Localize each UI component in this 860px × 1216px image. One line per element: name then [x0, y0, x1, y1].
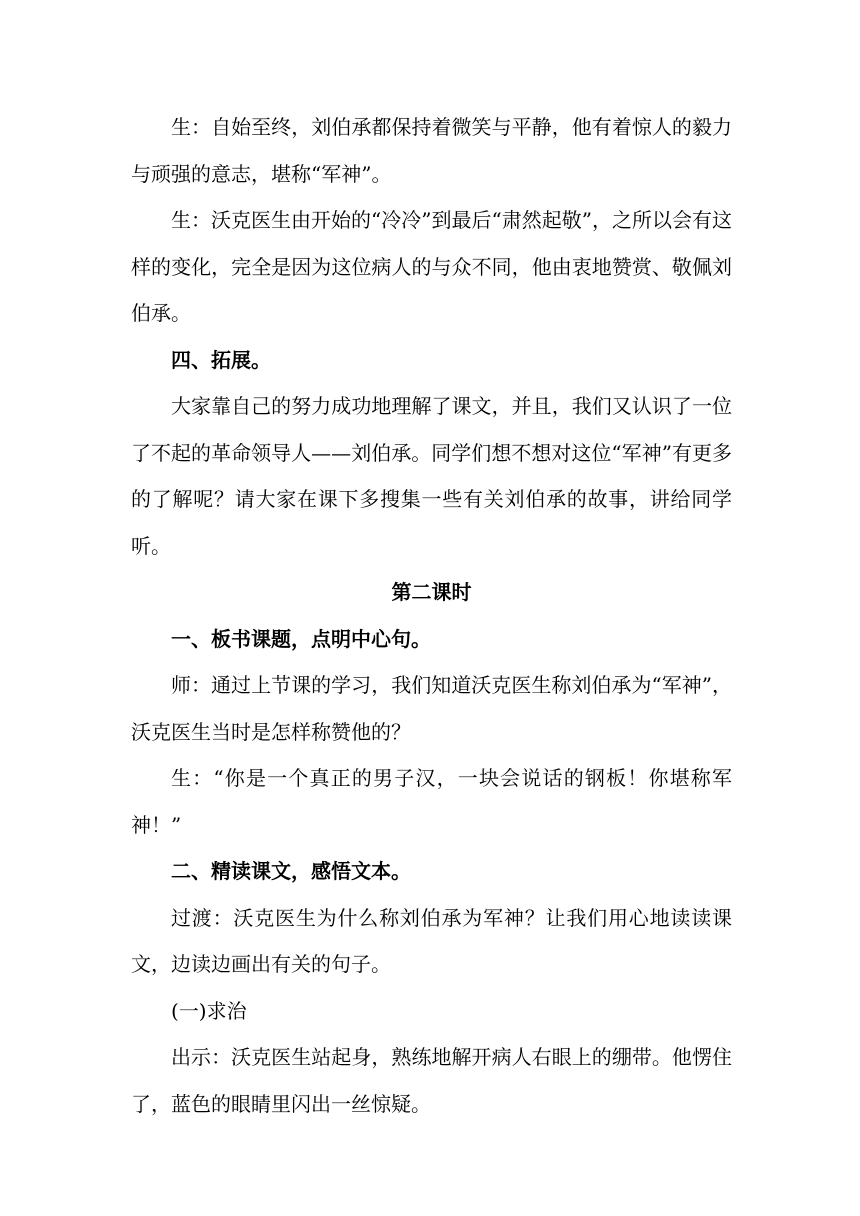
- section-heading-title-writing: 一、板书课题，点明中心句。: [171, 626, 431, 651]
- lesson-title-second-period: 第二课时: [391, 580, 472, 604]
- section-heading-extension: 四、拓展。: [171, 347, 271, 372]
- student-answer-1: 生：自始至终，刘伯承都保持着微笑与平静，他有着惊人的毅力与顽强的意志，堪称“军神”。: [131, 115, 732, 186]
- subsection-heading-seeking-treatment: (一)求治: [171, 998, 247, 1023]
- student-answer-3: 生：“你是一个真正的男子汉，一块会说话的钢板！你堪称军神！”: [131, 766, 732, 837]
- quoted-passage: 出示：沃克医生站起身，熟练地解开病人右眼上的绷带。他愣住了，蓝色的眼睛里闪出一丝惊疑。: [131, 1045, 732, 1116]
- student-answer-2: 生：沃克医生由开始的“冷冷”到最后“肃然起敬”，之所以会有这样的变化，完全是因为这位病人的与众不同，他由衷地赞赏、敬佩刘伯承。: [131, 208, 732, 325]
- top-margin: [131, 0, 732, 104]
- extension-paragraph: 大家靠自己的努力成功地理解了课文，并且，我们又认识了一位了不起的革命领导人——刘伯承。同学们想不想对这位“军神”有更多的了解呢？请大家在课下多搜集一些有关刘伯承的故事，讲给同学听。: [131, 394, 732, 558]
- section-heading-close-reading: 二、精读课文，感悟文本。: [171, 859, 411, 883]
- transition-paragraph: 过渡：沃克医生为什么称刘伯承为军神？让我们用心地读读课文，边读边画出有关的句子。: [131, 905, 732, 976]
- teacher-question: 师：通过上节课的学习，我们知道沃克医生称刘伯承为“军神”，沃克医生当时是怎样称赞他的？: [131, 673, 732, 744]
